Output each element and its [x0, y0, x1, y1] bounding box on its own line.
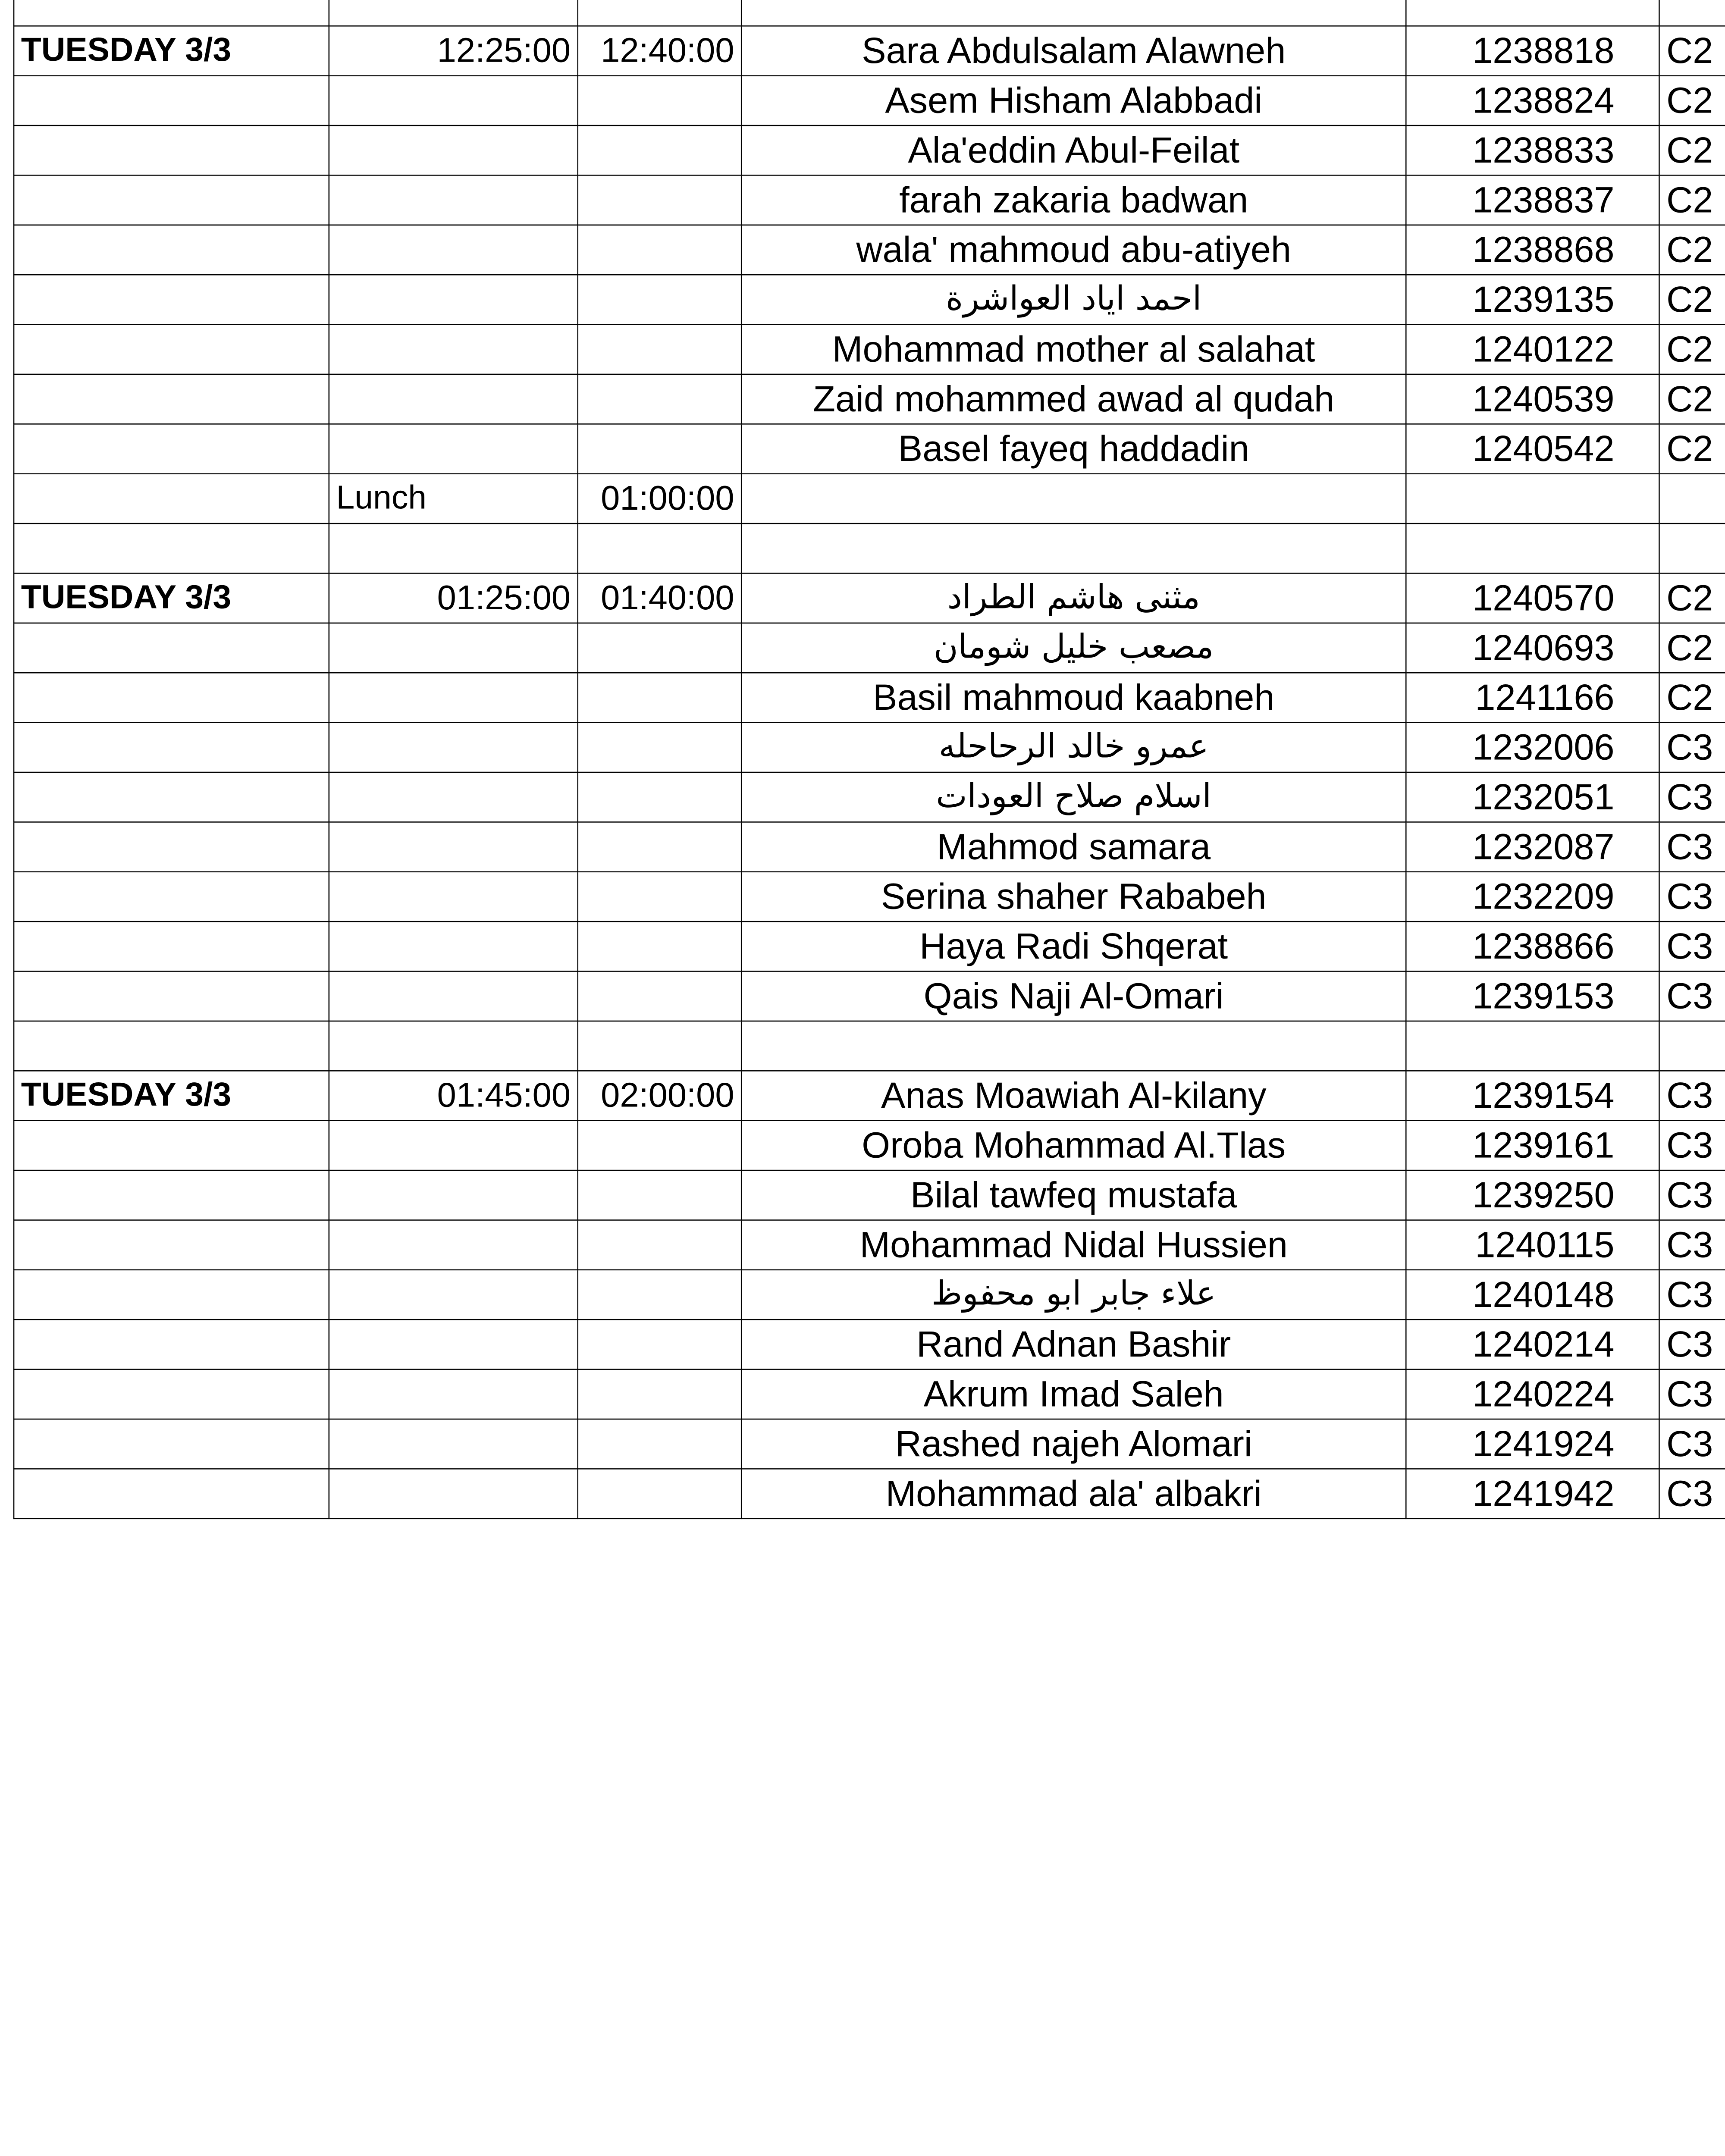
- table-row: [14, 1071, 1725, 1120]
- cell[interactable]: [578, 921, 741, 971]
- day-cell[interactable]: TUESDAY 3/3: [14, 1071, 329, 1120]
- table-row: [14, 971, 1725, 1021]
- table-row: [14, 1469, 1725, 1518]
- section-cell[interactable]: C2: [1659, 175, 1725, 225]
- cell[interactable]: [578, 225, 741, 275]
- table-row: [14, 623, 1725, 673]
- cell[interactable]: [329, 872, 578, 921]
- student-id-cell[interactable]: 1240148: [1406, 1270, 1659, 1319]
- section-cell[interactable]: C2: [1659, 225, 1725, 275]
- table-row: [14, 0, 1725, 26]
- cell[interactable]: [14, 822, 329, 871]
- section-cell[interactable]: C3: [1659, 822, 1725, 871]
- cell[interactable]: [578, 623, 741, 673]
- table-row: [14, 325, 1725, 374]
- section-cell[interactable]: C3: [1659, 1270, 1725, 1319]
- cell[interactable]: [741, 1021, 1406, 1071]
- cell[interactable]: [741, 0, 1406, 26]
- cell[interactable]: [329, 76, 578, 125]
- spacer-row: [14, 523, 1725, 573]
- cell[interactable]: [329, 1369, 578, 1419]
- section-cell[interactable]: C3: [1659, 971, 1725, 1021]
- cell[interactable]: [329, 523, 578, 573]
- cell[interactable]: [329, 374, 578, 424]
- section-cell[interactable]: C2: [1659, 76, 1725, 125]
- student-name-cell[interactable]: Mohammad ala' albakri: [741, 1469, 1406, 1518]
- cell[interactable]: [14, 921, 329, 971]
- student-id-cell[interactable]: 1241166: [1406, 673, 1659, 722]
- cell[interactable]: [578, 325, 741, 374]
- student-name-cell[interactable]: احمد اياد العواشرة: [741, 275, 1406, 324]
- table-row: [14, 772, 1725, 822]
- student-id-cell[interactable]: 1238866: [1406, 921, 1659, 971]
- cell[interactable]: [1406, 474, 1659, 523]
- cell[interactable]: [14, 374, 329, 424]
- table-row: [14, 573, 1725, 623]
- section-cell[interactable]: C2: [1659, 623, 1725, 673]
- cell[interactable]: [578, 872, 741, 921]
- table-row: [14, 1419, 1725, 1469]
- student-name-cell[interactable]: Serina shaher Rababeh: [741, 872, 1406, 921]
- cell[interactable]: [329, 1220, 578, 1269]
- section-cell[interactable]: C3: [1659, 772, 1725, 822]
- cell[interactable]: [578, 1121, 741, 1170]
- cell[interactable]: [14, 424, 329, 473]
- day-cell[interactable]: TUESDAY 3/3: [14, 26, 329, 75]
- student-name-cell[interactable]: Mahmod samara: [741, 822, 1406, 871]
- cell[interactable]: [578, 424, 741, 473]
- cell[interactable]: [329, 673, 578, 722]
- cell[interactable]: [578, 76, 741, 125]
- cell[interactable]: [329, 1270, 578, 1319]
- student-id-cell[interactable]: 1238818: [1406, 26, 1659, 75]
- student-id-cell[interactable]: 1232051: [1406, 772, 1659, 822]
- table-row: [14, 424, 1725, 473]
- cell[interactable]: [578, 523, 741, 573]
- student-name-cell[interactable]: Basel fayeq haddadin: [741, 424, 1406, 473]
- table-row: [14, 374, 1725, 424]
- end-time-cell[interactable]: 01:40:00: [578, 573, 741, 623]
- lunch-time-cell[interactable]: 01:00:00: [578, 474, 741, 523]
- cell[interactable]: [578, 1270, 741, 1319]
- cell[interactable]: [14, 772, 329, 822]
- cell[interactable]: [14, 723, 329, 772]
- student-name-cell[interactable]: farah zakaria badwan: [741, 175, 1406, 225]
- student-name-cell[interactable]: Rashed najeh Alomari: [741, 1419, 1406, 1469]
- cell[interactable]: [14, 523, 329, 573]
- cell[interactable]: [578, 723, 741, 772]
- cell[interactable]: [578, 822, 741, 871]
- student-name-cell[interactable]: Qais Naji Al-Omari: [741, 971, 1406, 1021]
- section-cell[interactable]: C3: [1659, 1220, 1725, 1269]
- cell[interactable]: [578, 1021, 741, 1071]
- section-cell[interactable]: C3: [1659, 872, 1725, 921]
- student-name-cell[interactable]: علاء جابر ابو محفوظ: [741, 1270, 1406, 1319]
- cell[interactable]: [1406, 0, 1659, 26]
- cell[interactable]: [14, 1170, 329, 1220]
- student-name-cell[interactable]: Mohammad mother al salahat: [741, 325, 1406, 374]
- section-cell[interactable]: C2: [1659, 325, 1725, 374]
- cell[interactable]: [14, 971, 329, 1021]
- cell[interactable]: [1406, 1021, 1659, 1071]
- section-cell[interactable]: C2: [1659, 424, 1725, 473]
- student-name-cell[interactable]: Sara Abdulsalam Alawneh: [741, 26, 1406, 75]
- cell[interactable]: [14, 0, 329, 26]
- start-time-cell[interactable]: 01:25:00: [329, 573, 578, 623]
- cell[interactable]: [578, 1170, 741, 1220]
- student-id-cell[interactable]: 1239161: [1406, 1121, 1659, 1170]
- schedule-table: [13, 0, 1725, 1519]
- student-name-cell[interactable]: Haya Radi Shqerat: [741, 921, 1406, 971]
- start-time-cell[interactable]: 12:25:00: [329, 26, 578, 75]
- cell[interactable]: [578, 1369, 741, 1419]
- section-cell[interactable]: C3: [1659, 921, 1725, 971]
- cell[interactable]: [14, 275, 329, 324]
- cell[interactable]: [578, 374, 741, 424]
- cell[interactable]: [329, 275, 578, 324]
- section-cell[interactable]: C2: [1659, 26, 1725, 75]
- cell[interactable]: [14, 1021, 329, 1071]
- cell[interactable]: [578, 1419, 741, 1469]
- cell[interactable]: [329, 1469, 578, 1518]
- cell[interactable]: [1406, 523, 1659, 573]
- section-cell[interactable]: C3: [1659, 1369, 1725, 1419]
- cell[interactable]: [14, 225, 329, 275]
- cell[interactable]: [329, 325, 578, 374]
- cell[interactable]: [329, 175, 578, 225]
- table-row: [14, 175, 1725, 225]
- student-id-cell[interactable]: 1239135: [1406, 275, 1659, 324]
- student-name-cell[interactable]: Zaid mohammed awad al qudah: [741, 374, 1406, 424]
- section-cell[interactable]: C3: [1659, 1319, 1725, 1369]
- table-row: [14, 723, 1725, 772]
- section-cell[interactable]: C2: [1659, 573, 1725, 623]
- cell[interactable]: [329, 225, 578, 275]
- student-name-cell[interactable]: Anas Moawiah Al-kilany: [741, 1071, 1406, 1120]
- cell[interactable]: [14, 1121, 329, 1170]
- cell[interactable]: [578, 673, 741, 722]
- table-row: [14, 1220, 1725, 1269]
- cell[interactable]: [14, 325, 329, 374]
- cell[interactable]: [578, 0, 741, 26]
- student-name-cell[interactable]: Oroba Mohammad Al.Tlas: [741, 1121, 1406, 1170]
- section-cell[interactable]: C2: [1659, 374, 1725, 424]
- section-cell[interactable]: C3: [1659, 1419, 1725, 1469]
- table-row: [14, 1270, 1725, 1319]
- student-id-cell[interactable]: 1240115: [1406, 1220, 1659, 1269]
- cell[interactable]: [1659, 474, 1725, 523]
- student-id-cell[interactable]: 1238837: [1406, 175, 1659, 225]
- cell[interactable]: [14, 1220, 329, 1269]
- cell[interactable]: [329, 1121, 578, 1170]
- student-id-cell[interactable]: 1240122: [1406, 325, 1659, 374]
- cell[interactable]: [14, 474, 329, 523]
- student-id-cell[interactable]: 1239153: [1406, 971, 1659, 1021]
- student-name-cell[interactable]: Akrum Imad Saleh: [741, 1369, 1406, 1419]
- cell[interactable]: [329, 424, 578, 473]
- student-id-cell[interactable]: 1240224: [1406, 1369, 1659, 1419]
- table-row: [14, 26, 1725, 75]
- cell[interactable]: [578, 175, 741, 225]
- table-row: [14, 1369, 1725, 1419]
- lunch-row: [14, 474, 1725, 523]
- cell[interactable]: [329, 772, 578, 822]
- end-time-cell[interactable]: 02:00:00: [578, 1071, 741, 1120]
- cell[interactable]: [14, 623, 329, 673]
- student-id-cell[interactable]: 1240214: [1406, 1319, 1659, 1369]
- cell[interactable]: [329, 822, 578, 871]
- table-row: [14, 225, 1725, 275]
- cell[interactable]: [14, 673, 329, 722]
- cell[interactable]: [329, 1021, 578, 1071]
- start-time-cell[interactable]: 01:45:00: [329, 1071, 578, 1120]
- section-cell[interactable]: C3: [1659, 1469, 1725, 1518]
- section-cell[interactable]: C3: [1659, 1121, 1725, 1170]
- table-row: [14, 1170, 1725, 1220]
- cell[interactable]: [578, 275, 741, 324]
- cell[interactable]: [578, 125, 741, 175]
- cell[interactable]: [329, 623, 578, 673]
- cell[interactable]: [329, 1319, 578, 1369]
- student-id-cell[interactable]: 1240542: [1406, 424, 1659, 473]
- student-name-cell[interactable]: Asem Hisham Alabbadi: [741, 76, 1406, 125]
- cell[interactable]: [1659, 0, 1725, 26]
- student-name-cell[interactable]: مصعب خليل شومان: [741, 623, 1406, 673]
- section-cell[interactable]: C2: [1659, 275, 1725, 324]
- cell[interactable]: [578, 1319, 741, 1369]
- section-cell[interactable]: C2: [1659, 673, 1725, 722]
- table-row: [14, 1121, 1725, 1170]
- student-id-cell[interactable]: 1241924: [1406, 1419, 1659, 1469]
- cell[interactable]: [741, 523, 1406, 573]
- student-name-cell[interactable]: عمرو خالد الرحاحله: [741, 723, 1406, 772]
- cell[interactable]: [14, 175, 329, 225]
- section-cell[interactable]: C3: [1659, 1071, 1725, 1120]
- cell[interactable]: [1659, 523, 1725, 573]
- day-cell[interactable]: TUESDAY 3/3: [14, 573, 329, 623]
- cell[interactable]: [329, 1419, 578, 1469]
- student-id-cell[interactable]: 1232006: [1406, 723, 1659, 772]
- table-row: [14, 921, 1725, 971]
- student-id-cell[interactable]: 1238868: [1406, 225, 1659, 275]
- section-cell[interactable]: C3: [1659, 723, 1725, 772]
- cell[interactable]: [578, 1469, 741, 1518]
- table-row: [14, 1319, 1725, 1369]
- cell[interactable]: [578, 772, 741, 822]
- cell[interactable]: [14, 1469, 329, 1518]
- cell[interactable]: [14, 1270, 329, 1319]
- lunch-label-cell[interactable]: Lunch: [329, 474, 578, 523]
- student-name-cell[interactable]: wala' mahmoud abu-atiyeh: [741, 225, 1406, 275]
- cell[interactable]: [14, 1419, 329, 1469]
- cell[interactable]: [329, 723, 578, 772]
- student-id-cell[interactable]: 1232087: [1406, 822, 1659, 871]
- student-id-cell[interactable]: 1240693: [1406, 623, 1659, 673]
- student-name-cell[interactable]: Ala'eddin Abul-Feilat: [741, 125, 1406, 175]
- student-name-cell[interactable]: Rand Adnan Bashir: [741, 1319, 1406, 1369]
- section-cell[interactable]: C3: [1659, 1170, 1725, 1220]
- student-name-cell[interactable]: اسلام صلاح العودات: [741, 772, 1406, 822]
- student-id-cell[interactable]: 1241942: [1406, 1469, 1659, 1518]
- cell[interactable]: [329, 125, 578, 175]
- spacer-row: [14, 1021, 1725, 1071]
- table-row: [14, 76, 1725, 125]
- table-row: [14, 822, 1725, 871]
- student-id-cell[interactable]: 1239154: [1406, 1071, 1659, 1120]
- student-name-cell[interactable]: Basil mahmoud kaabneh: [741, 673, 1406, 722]
- cell[interactable]: [14, 125, 329, 175]
- cell[interactable]: [578, 1220, 741, 1269]
- student-id-cell[interactable]: 1240539: [1406, 374, 1659, 424]
- student-id-cell[interactable]: 1240570: [1406, 573, 1659, 623]
- cell[interactable]: [578, 971, 741, 1021]
- cell[interactable]: [741, 474, 1406, 523]
- cell[interactable]: [1659, 1021, 1725, 1071]
- student-name-cell[interactable]: Mohammad Nidal Hussien: [741, 1220, 1406, 1269]
- cell[interactable]: [329, 971, 578, 1021]
- cell[interactable]: [14, 1319, 329, 1369]
- end-time-cell[interactable]: 12:40:00: [578, 26, 741, 75]
- student-name-cell[interactable]: مثنى هاشم الطراد: [741, 573, 1406, 623]
- table-row: [14, 872, 1725, 921]
- student-id-cell[interactable]: 1232209: [1406, 872, 1659, 921]
- cell[interactable]: [329, 921, 578, 971]
- student-name-cell[interactable]: Bilal tawfeq mustafa: [741, 1170, 1406, 1220]
- cell[interactable]: [14, 76, 329, 125]
- student-id-cell[interactable]: 1238824: [1406, 76, 1659, 125]
- cell[interactable]: [14, 1369, 329, 1419]
- table-row: [14, 673, 1725, 722]
- student-id-cell[interactable]: 1238833: [1406, 125, 1659, 175]
- cell[interactable]: [14, 872, 329, 921]
- section-cell[interactable]: C2: [1659, 125, 1725, 175]
- table-row: [14, 125, 1725, 175]
- student-id-cell[interactable]: 1239250: [1406, 1170, 1659, 1220]
- table-row: [14, 275, 1725, 324]
- cell[interactable]: [329, 0, 578, 26]
- cell[interactable]: [329, 1170, 578, 1220]
